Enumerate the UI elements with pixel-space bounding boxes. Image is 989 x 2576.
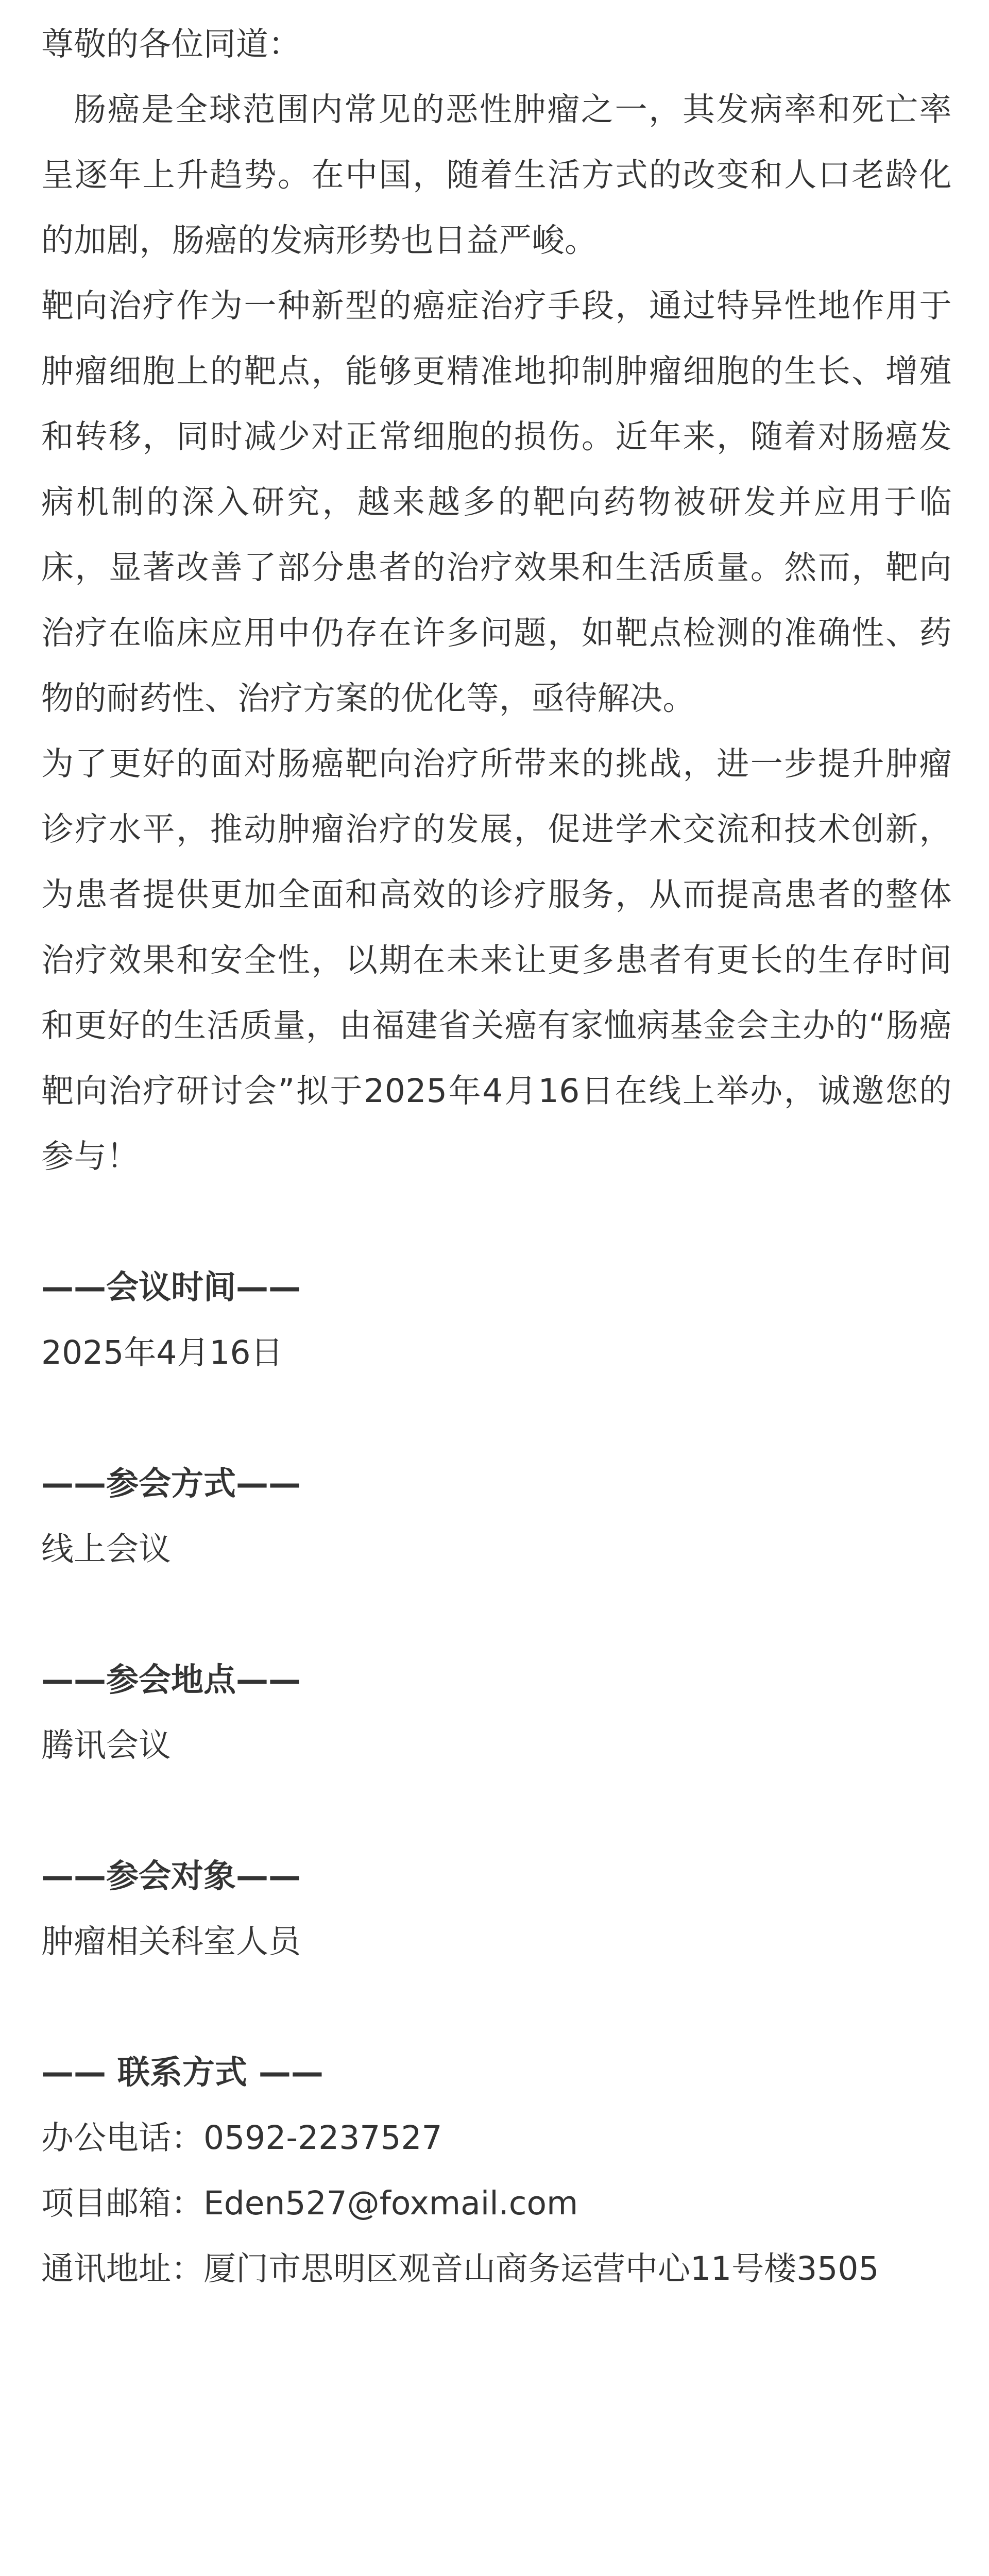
audience-heading: ——参会对象—— [41, 1857, 301, 1895]
meeting-mode-value: 线上会议 [41, 1530, 171, 1568]
contact-heading: —— 联系方式 —— [41, 2054, 323, 2091]
section-contact [41, 2040, 952, 2301]
paragraph-targeted-therapy: 靶向治疗作为一种新型的癌症治疗手段，通过特异性地作用于肿瘤细胞上的靶点，能够更精准地抑制肿瘤细胞的生长、增殖和转移，同时减少对正常细胞的损伤。近年来，随着对肠癌发病机制的深入研究，越来越多的靶向药物被研发并应用于临床，显著改善了部分患者的治疗效果和生活质量。然而，靶向治疗在临床应用中仍存在许多问题，如靶点检测的准确性、药物的耐药性、治疗方案的优化等，亟待解决。 [41, 287, 952, 717]
paragraph-intro: 肠癌是全球范围内常见的恶性肿瘤之一，其发病率和死亡率呈逐年上升趋势。在中国，随着生活方式的改变和人口老龄化的加剧，肠癌的发病形势也日益严峻。 [41, 91, 952, 259]
meeting-mode-heading: ——参会方式—— [41, 1465, 301, 1502]
contact-phone: 办公电话：0592-2237527 [41, 2119, 442, 2157]
meeting-place-value: 腾讯会议 [41, 1726, 171, 1764]
meeting-time-heading: ——会议时间—— [41, 1268, 301, 1306]
contact-address: 通讯地址：厦门市思明区观音山商务运营中心11号楼3505 [41, 2250, 879, 2287]
section-meeting-place [41, 1647, 952, 1778]
meeting-place-heading: ——参会地点—— [41, 1661, 301, 1699]
meeting-time-value: 2025年4月16日 [41, 1334, 283, 1371]
section-meeting-mode [41, 1451, 952, 1582]
audience-value: 肿瘤相关科室人员 [41, 1923, 301, 1960]
contact-email[interactable]: 项目邮箱：Eden527@foxmail.com [41, 2184, 578, 2222]
section-audience [41, 1843, 952, 1974]
greeting: 尊敬的各位同道： [41, 25, 301, 63]
section-meeting-time [41, 1255, 952, 1385]
paragraph-invitation: 为了更好的面对肠癌靶向治疗所带来的挑战，进一步提升肿瘤诊疗水平，推动肿瘤治疗的发展，促进学术交流和技术创新，为患者提供更加全面和高效的诊疗服务，从而提高患者的整体治疗效果和安全性，以期在未来让更多患者有更长的生存时间和更好的生活质量，由福建省关癌有家恤病基金会主办的“肠癌靶向治疗研讨会”拟于2025年4月16日在线上举办，诚邀您的参与！ [41, 745, 952, 1175]
